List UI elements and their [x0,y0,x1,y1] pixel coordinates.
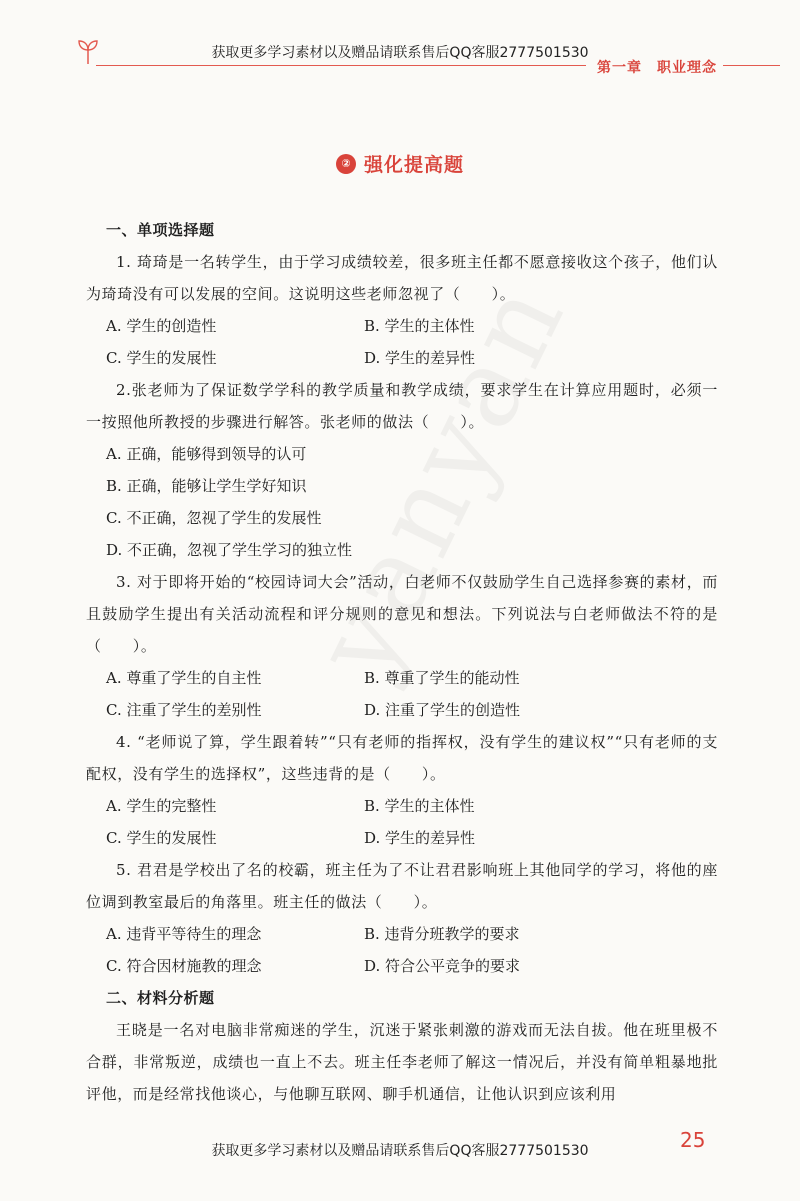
option-c: C. 注重了学生的差别性 [106,701,262,719]
question-stem: 4. “老师说了算，学生跟着转”“只有老师的指挥权，没有学生的建议权”“只有老师的支配权，没有学生的选择权”，这些违背的是（ ）。 [86,733,718,783]
option-a: A. 正确，能够得到领导的认可 [106,445,307,463]
header-rule-tail [723,65,780,66]
question-stem: 3. 对于即将开始的“校园诗词大会”活动，白老师不仅鼓励学生自己选择参赛的素材，而且鼓励学生提出有关活动流程和评分规则的意见和想法。下列说法与白老师做法不符的是（ ）。 [86,573,718,655]
question-stem: 5. 君君是学校出了名的校霸，班主任为了不让君君影响班上其他同学的学习，将他的座位调到教室最后的角落里。班主任的做法（ ）。 [86,861,718,911]
section-number-icon: ② [336,154,356,174]
material-paragraph: 王晓是一名对电脑非常痴迷的学生，沉迷于紧张刺激的游戏而无法自拔。他在班里极不合群，非常叛逆，成绩也一直上不去。班主任李老师了解这一情况后，并没有简单粗暴地批评他，而是经常找他谈心，与他聊互联网、聊手机通信，让他认识到应该利用 [86,1021,718,1103]
part-heading-single-choice: 一、单项选择题 [106,221,215,239]
option-c: C. 符合因材施教的理念 [106,957,262,975]
option-d: D. 注重了学生的创造性 [364,701,521,719]
option-row [86,694,718,726]
option-b: B. 违背分班教学的要求 [364,925,520,943]
option-c: C. 学生的发展性 [106,829,217,847]
option-row [86,950,718,982]
option-a: A. 学生的完整性 [106,797,217,815]
question-1 [86,246,718,374]
option-a: A. 尊重了学生的自主性 [106,669,262,687]
header-notice: 获取更多学习素材以及赠品请联系售后QQ客服2777501530 [211,45,589,61]
question-5 [86,854,718,982]
option-b: B. 正确，能够让学生学好知识 [106,477,307,495]
option-row [86,310,718,342]
page-content [86,214,718,1110]
option-row [86,342,718,374]
chapter-label: 第一章 职业理念 [597,60,717,76]
question-stem: 2.张老师为了保证数学学科的教学质量和教学成绩，要求学生在计算应用题时，必须一一按照他所教授的步骤进行解答。张老师的做法（ ）。 [86,381,718,431]
page-number: 25 [680,1128,706,1152]
header-rule [96,65,586,66]
option-a: A. 违背平等待生的理念 [106,925,262,943]
option-row [86,918,718,950]
option-c: C. 不正确，忽视了学生的发展性 [106,509,322,527]
option-b: B. 学生的主体性 [364,317,475,335]
option-b: B. 尊重了学生的能动性 [364,669,520,687]
question-3 [86,566,718,726]
question-4 [86,726,718,854]
option-row [86,790,718,822]
option-row [86,822,718,854]
option-a: A. 学生的创造性 [106,317,217,335]
section-title-text: 强化提高题 [363,154,464,176]
option-row [86,662,718,694]
option-d: D. 学生的差异性 [364,829,476,847]
option-d: D. 不正确，忽视了学生学习的独立性 [106,541,353,559]
question-2 [86,374,718,566]
question-stem: 1. 琦琦是一名转学生，由于学习成绩较差，很多班主任都不愿意接收这个孩子，他们认为琦琦没有可以发展的空间。这说明这些老师忽视了（ ）。 [86,253,718,303]
section-title [0,150,800,177]
option-b: B. 学生的主体性 [364,797,475,815]
option-c: C. 学生的发展性 [106,349,217,367]
footer-notice: 获取更多学习素材以及赠品请联系售后QQ客服2777501530 [211,1143,589,1159]
option-d: D. 学生的差异性 [364,349,476,367]
part-heading-material-analysis: 二、材料分析题 [106,989,215,1007]
option-d: D. 符合公平竞争的要求 [364,957,521,975]
